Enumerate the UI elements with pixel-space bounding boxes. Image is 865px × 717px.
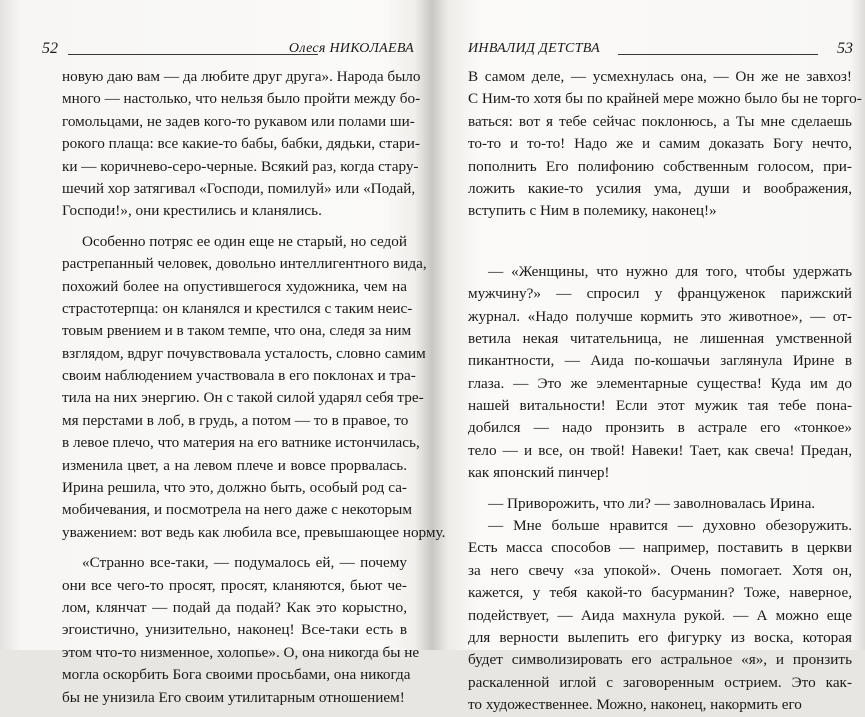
text-line: «Странно все-таки, — подумалось ей, — почему [82,554,407,572]
text-line: ветила некая читательница, не лишенная умственной [468,329,852,347]
text-line: мя перстами в лоб, в грудь, а потом — то в правое, то [62,411,409,429]
text-line: рокого плаща: все какие-то бабы, бабки, дядьки, стари- [62,135,420,153]
text-line: подействует, — Аида махнула рукой. — А можно еще [468,606,852,624]
text-line: кажется, у тебя какой-то басурманин? Тоже, наверное, [468,584,852,602]
text-line: Есть масса способов — например, поставить в церкви [468,539,852,557]
text-line: — Мне больше нравится — духовно обезоружить. [488,517,852,535]
text-line: растрепанный человек, довольно интеллигентного вида, [62,255,427,273]
text-line: новую даю вам — да любите друг друга». Народа было [62,68,421,85]
text-line: нашей витальности! Если этот мужик тая тебе пона- [468,397,852,415]
text-line: глаза. — Это же элементарные существа! Куда им до [468,374,852,392]
text-line: журнал. «Надо получше кормить это животное», — от- [468,307,852,325]
text-line: Особенно потряс ее один еще не старый, но седой [82,232,407,250]
paragraph [468,493,852,515]
page-number-left: 52 [42,40,58,57]
right-page [432,0,865,714]
text-line: страстотерпца: он кланялся и крестился с таким неис- [62,299,413,317]
text-line: то-то и то-то! Надо же и самим доказать Богу нечто, [468,135,852,153]
text-line: В самом деле, — усмехнулась она, — Он же не завхоз! [468,68,852,85]
right-page-body [468,66,862,717]
paragraph-gap [62,223,407,231]
text-line: мобичевания, и посмотрела на него даже с некоторым [62,501,412,519]
text-line: то художественнее. Можно, наконец, накормить его [468,696,802,714]
text-line: шечий хор затягивал «Господи, помилуй» или «Подай, [62,179,416,197]
text-line: взглядом, вдруг почувствовала усталость, словно самим [62,344,426,362]
text-line: мужчину?» — спросил у француженок парижский [468,285,852,303]
text-line: в левое плечо, что материя на его ватнике истончилась, [62,434,420,452]
text-line: гомольцами, не задев кого-то рукавом или полами ши- [62,112,415,130]
text-line: как японский пинчер! [468,464,610,482]
text-line: пополнить Его полифонию собственным голосом, при- [468,157,852,175]
text-line: похожий более на опустившегося художника, чем на [62,277,407,295]
paragraph-gap [468,223,852,261]
header-rule-right [618,54,818,55]
text-line: будет символизировать его астральное «я», и пронзить [468,651,852,669]
text-line: они все чего-то просят, просят, кланяются, бьют че- [62,576,407,594]
page-number-right: 53 [837,40,853,57]
text-line: С Ним-то хотя бы по крайней мере можно было бы не торго- [468,90,862,108]
header-rule-left [68,54,318,55]
text-line: тила на них энергию. Он с такой силой ударял себя тре- [62,389,424,407]
text-line: — «Женщины, что нужно для того, чтобы удержать [488,262,852,280]
text-line: много — настолько, что нельзя было пройти между бо- [62,90,421,108]
running-head-title: ИНВАЛИД ДЕТСТВА [468,41,600,56]
text-line: изменила цвет, а на левом плече и вовсе прорвалась. [62,456,407,474]
text-line: раскаленной иглой с заговоренным острием. Это как- [468,673,852,691]
text-line: могла оскорбить Бога своими просьбами, она никогда [62,666,411,684]
text-line: ки — коричнево-серо-черные. Всякий раз, когда стару- [62,157,419,175]
text-line: эгоистично, унизительно, наконец! Все-таки есть в [62,621,407,639]
text-line: Ирина решила, что это, должно быть, особый род са- [62,479,407,497]
right-page-header [468,40,853,60]
text-line: этом что-то низменное, холопье». О, она никогда бы не [62,643,420,661]
paragraph [468,515,852,717]
paragraph [62,231,446,544]
text-line: своим наблюдением участвовала в его поклонах и тра- [62,367,416,385]
text-line: для верности вылепить его фигурку из воска, которая [468,628,852,646]
text-line: тело — и все, он твой! Навеки! Тает, как свеча! Предан, [468,441,852,459]
left-page-header [42,40,414,60]
text-line: добился — надо пронзить в астрале его «тонкое» [468,419,852,437]
paragraph [468,261,852,485]
text-line: уважением: вот ведь как любила все, превышающее норму. [62,523,446,541]
text-line: Господи!», они крестились и кланялись. [62,202,322,220]
text-line: — Приворожить, что ли? — заволновалась Ирина. [488,494,816,512]
text-line: пикантности, — Аида по-кошачьи заглянула Ирине в [468,352,852,370]
text-line: лом, клянчат — подай да подай? Как это корыстно, [62,598,407,616]
text-line: ваться: вот я тебе сейчас поклонюсь, а Ты мне сделаешь [468,112,852,130]
running-head-author: Олеся НИКОЛАЕВА [288,41,414,56]
text-line: вступить с Ним в полемику, наконец!» [468,202,717,220]
text-line: за него свечу «за упокой». Очень помогает. Хотя он, [468,561,852,579]
left-page-body [62,66,446,709]
paragraph [468,66,862,223]
text-line: товым рвением и в таком темпе, что она, следя за ним [62,322,412,340]
text-line: ложить какие-то усилия ума, души и воображения, [468,179,852,197]
text-line: бы не унизила Его своим утилитарным отношением! [62,688,405,706]
paragraph-gap [62,544,407,552]
paragraph [62,66,421,223]
paragraph-gap [468,485,852,493]
paragraph [62,552,420,709]
